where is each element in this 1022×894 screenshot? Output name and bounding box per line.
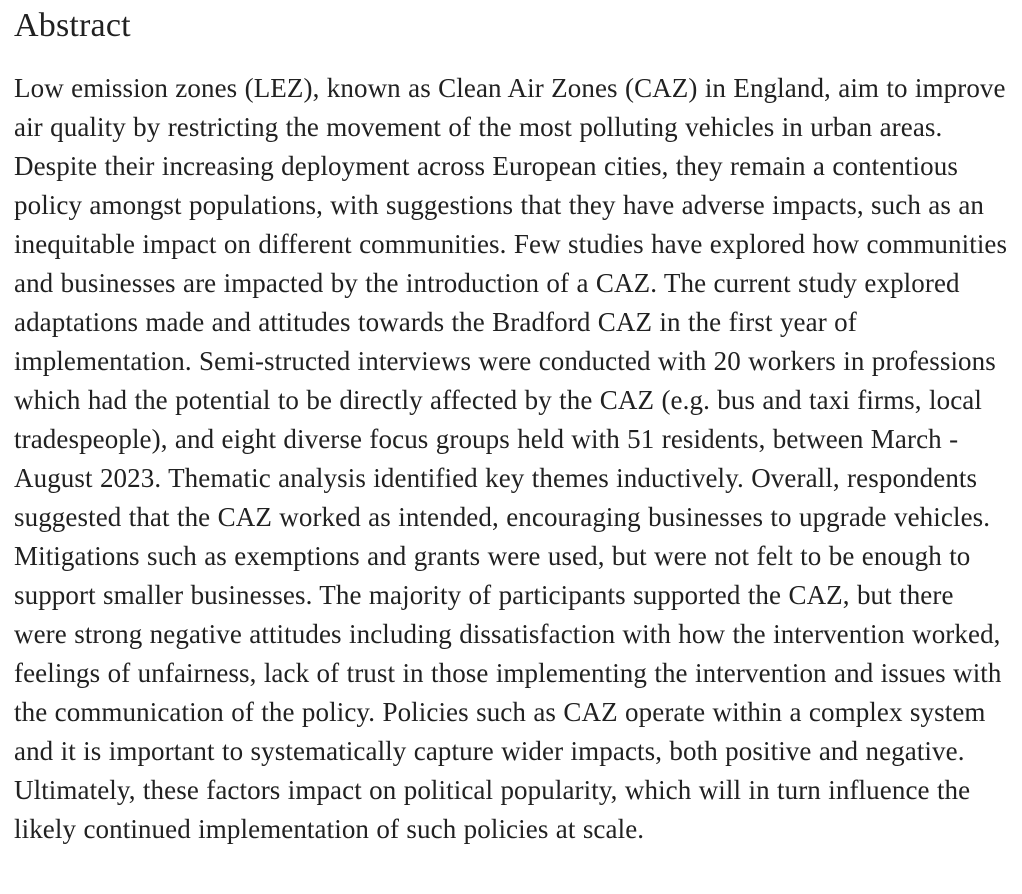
abstract-paragraph: Low emission zones (LEZ), known as Clean Air Zones (CAZ) in England, aim to improve air quality by restricting the movement of the most polluting vehicles in urban areas. Despite their increasing deployment across European cities, they remain a contentious policy amongst populations, with suggestions that they have adverse impacts, such as an inequitable impact on different communities. Few studies have explored how communities and businesses are impacted by the introduction of a CAZ. The current study explored adaptations made and attitudes towards the Bradford CAZ in the first year of implementation. Semi-structed interviews were conducted with 20 workers in professions which had the potential to be directly affected by the CAZ (e.g. bus and taxi firms, local tradespeople), and eight diverse focus groups held with 51 residents, between March - August 2023. Thematic analysis identified key themes inductively. Overall, respondents suggested that the CAZ worked as intended, encouraging businesses to upgrade vehicles. Mitigations such as exemptions and grants were used, but were not felt to be enough to support smaller businesses. The majority of participants supported the CAZ, but there were strong negative attitudes including dissatisfaction with how the intervention worked, feelings of unfairness, lack of trust in those implementing the intervention and issues with the communication of the policy. Policies such as CAZ operate within a complex system and it is important to systematically capture wider impacts, both positive and negative. Ultimately, these factors impact on political popularity, which will in turn influence the likely continued implementation of such policies at scale.: [14, 73, 1008, 845]
abstract-heading: Abstract: [14, 7, 131, 44]
